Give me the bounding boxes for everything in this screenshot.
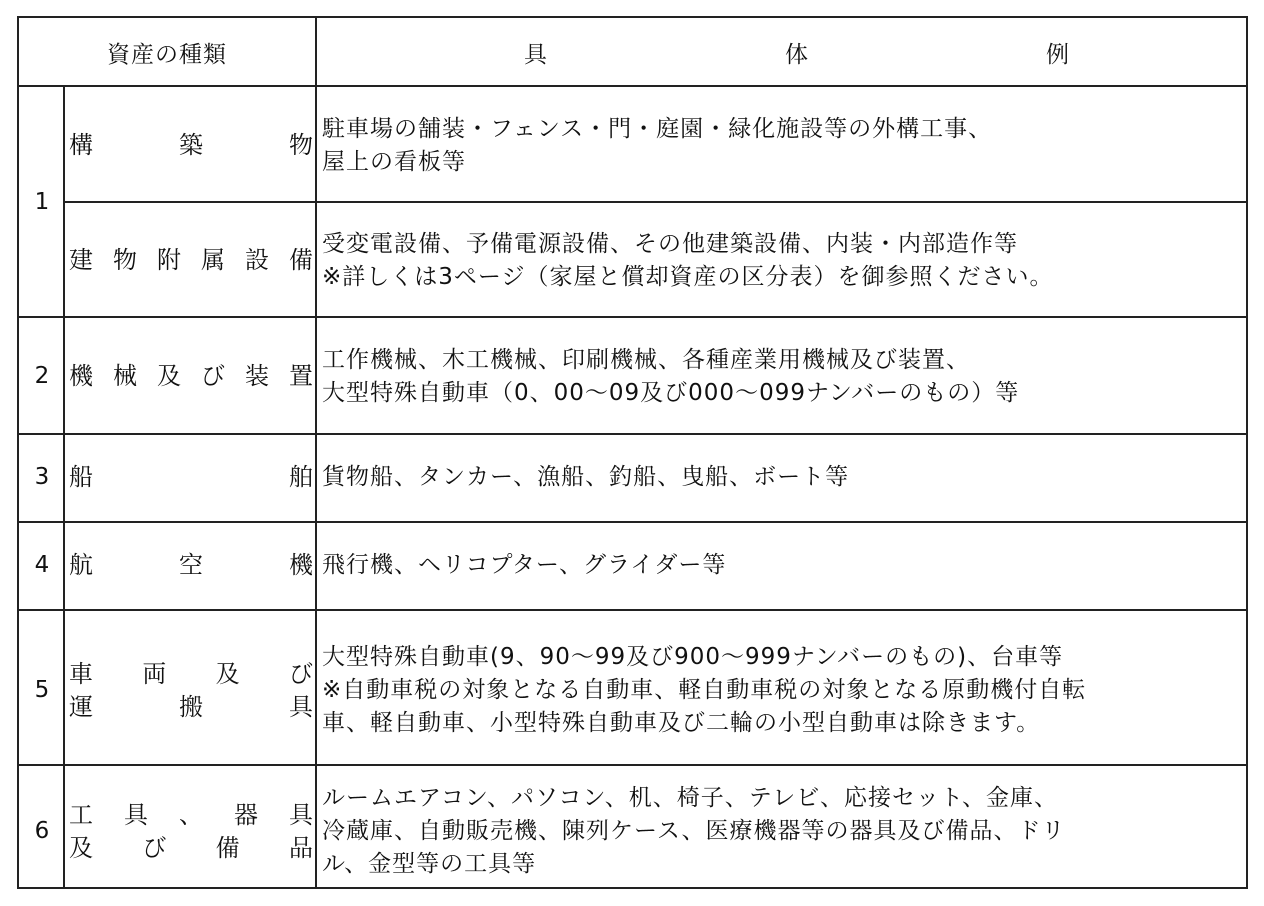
divider-row5 [19, 764, 1246, 766]
examples-vehicles: 大型特殊自動車(9、90～99及び900～999ナンバーのもの)、台車等 ※自動車税の対象となる自動車、軽自動車税の対象となる原動機付自転 車、軽自動車、小型特殊自動車及び二輪の小型自動車は除きます。 [322, 644, 1087, 736]
divider-row4 [19, 609, 1246, 611]
header-example-char: 体 [785, 41, 808, 68]
category-building-equipment: 建 物 附 属 設 備 [69, 246, 313, 274]
asset-classification-table [17, 16, 1248, 889]
examples-tools-fixtures: ルームエアコン、パソコン、机、椅子、テレビ、応接セット、金庫、 冷蔵庫、自動販売機、陳列ケース、医療機器等の器具及び備品、ドリ ル、金型等の工具等 [322, 785, 1066, 877]
category-aircraft: 航 空 機 [69, 551, 313, 579]
divider-example-column [315, 18, 317, 889]
header-example-char: 例 [1046, 41, 1069, 68]
category-ships: 船 舶 [69, 463, 313, 491]
examples-aircraft: 飛行機、ヘリコプター、グライダー等 [322, 552, 727, 578]
divider-row1a [63, 201, 1246, 203]
header-asset-type: 資産の種類 [107, 41, 227, 68]
examples-structures: 駐車場の舗装・フェンス・門・庭園・緑化施設等の外構工事、 屋上の看板等 [322, 116, 993, 175]
divider-row2 [19, 433, 1246, 435]
row-number: 2 [34, 363, 50, 389]
category-vehicles: 車 両 及 び 運 搬 具 [69, 660, 313, 721]
row-number: 4 [34, 552, 50, 578]
header-example-char: 具 [524, 41, 547, 68]
row-number: 5 [34, 677, 50, 703]
examples-ships: 貨物船、タンカー、漁船、釣船、曳船、ボート等 [322, 464, 850, 490]
category-structures: 構 築 物 [69, 131, 313, 159]
examples-building-equipment: 受変電設備、予備電源設備、その他建築設備、内装・内部造作等 ※詳しくは3ページ（家屋と償却資産の区分表）を御参照ください。 [322, 231, 1054, 290]
category-tools-fixtures: 工 具 、 器 具 及 び 備 品 [69, 801, 313, 862]
row-number: 1 [34, 189, 50, 215]
divider-row3 [19, 521, 1246, 523]
divider-row1 [19, 316, 1246, 318]
category-machinery: 機 械 及 び 装 置 [69, 362, 313, 390]
examples-machinery: 工作機械、木工機械、印刷機械、各種産業用機械及び装置、 大型特殊自動車（0、00～09及び000～099ナンバーのもの）等 [322, 347, 1020, 406]
row-number: 3 [34, 464, 50, 490]
row-number: 6 [34, 818, 50, 844]
header-examples [524, 18, 1069, 86]
